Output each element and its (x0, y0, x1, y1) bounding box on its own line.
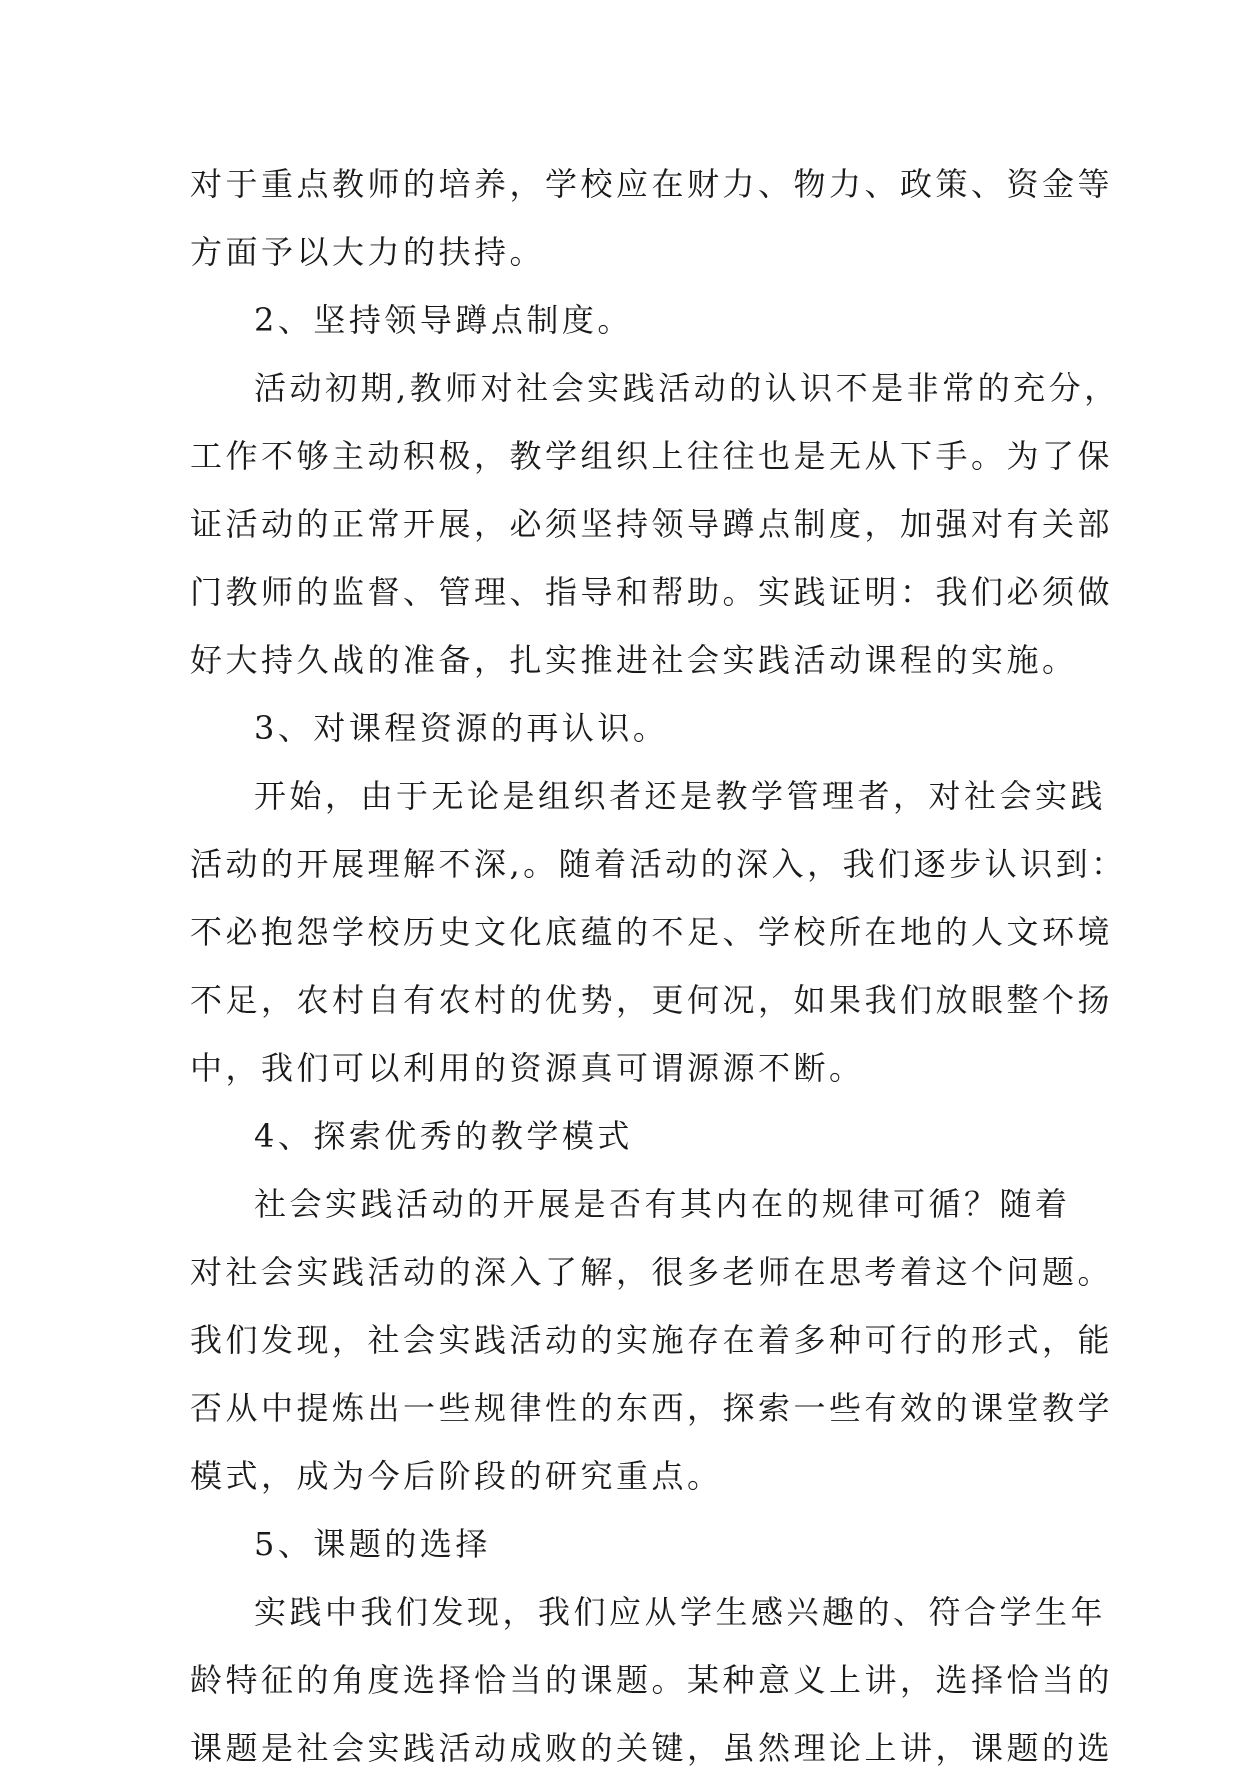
text-line-17: 对社会实践活动的深入了解，很多老师在思考着这个问题。 (190, 1253, 1114, 1291)
text-line-13: 不足，农村自有农村的优势，更何况，如果我们放眼整个扬 (190, 981, 1114, 1019)
text-line-10: 开始，由于无论是组织者还是教学管理者，对社会实践 (254, 777, 1107, 815)
text-line-11: 活动的开展理解不深,。随着活动的深入，我们逐步认识到： (190, 845, 1127, 883)
text-line-5: 工作不够主动积极，教学组织上往往也是无从下手。为了保 (190, 437, 1114, 475)
text-line-19: 否从中提炼出一些规律性的东西，探索一些有效的课堂教学 (190, 1389, 1114, 1427)
document-body (190, 150, 1127, 1782)
text-line-16: 社会实践活动的开展是否有其内在的规律可循？随着 (254, 1185, 1071, 1223)
section-heading-3: 3、对课程资源的再认识。 (254, 709, 669, 747)
text-line-6: 证活动的正常开展，必须坚持领导蹲点制度，加强对有关部 (190, 505, 1114, 543)
text-line-1: 对于重点教师的培养，学校应在财力、物力、政策、资金等 (190, 165, 1114, 203)
text-line-2: 方面予以大力的扶持。 (190, 233, 546, 271)
section-heading-4: 4、探索优秀的教学模式 (254, 1117, 633, 1155)
section-heading-2: 2、坚持领导蹲点制度。 (254, 301, 633, 339)
text-line-4: 活动初期,教师对社会实践活动的认识不是非常的充分， (254, 369, 1120, 407)
text-line-7: 门教师的监督、管理、指导和帮助。实践证明：我们必须做 (190, 573, 1114, 611)
text-line-8: 好大持久战的准备，扎实推进社会实践活动课程的实施。 (190, 641, 1078, 679)
text-line-24: 课题是社会实践活动成败的关键，虽然理论上讲，课题的选 (190, 1729, 1114, 1767)
text-line-23: 龄特征的角度选择恰当的课题。某种意义上讲，选择恰当的 (190, 1661, 1114, 1699)
text-line-14: 中，我们可以利用的资源真可谓源源不断。 (190, 1049, 865, 1087)
text-line-22: 实践中我们发现，我们应从学生感兴趣的、符合学生年 (254, 1593, 1107, 1631)
text-line-12: 不必抱怨学校历史文化底蕴的不足、学校所在地的人文环境 (190, 913, 1114, 951)
text-line-20: 模式，成为今后阶段的研究重点。 (190, 1457, 723, 1495)
text-line-18: 我们发现，社会实践活动的实施存在着多种可行的形式，能 (190, 1321, 1114, 1359)
section-heading-5: 5、课题的选择 (254, 1525, 491, 1563)
